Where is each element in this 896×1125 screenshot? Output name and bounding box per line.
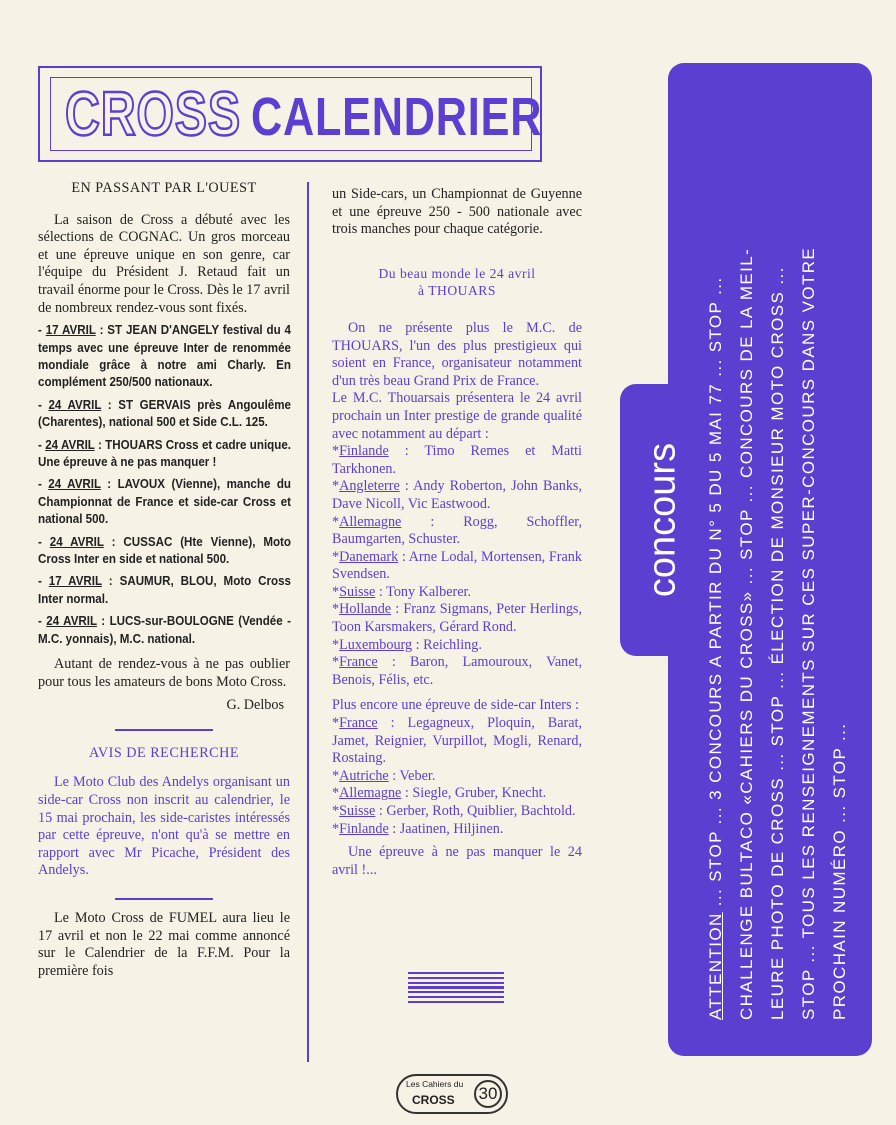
column-divider [307, 182, 309, 1062]
rider-entry [332, 443, 582, 478]
asterisk: * [332, 654, 340, 671]
concours-announcement [700, 60, 855, 1020]
event-dash: - [38, 477, 49, 492]
right-column [332, 186, 582, 879]
title-banner [38, 66, 542, 162]
asterisk: * [332, 478, 340, 495]
divider-rule [115, 898, 213, 900]
event-list [38, 322, 290, 648]
rider-entry [332, 803, 582, 821]
event-item [38, 476, 291, 528]
asterisk: * [332, 583, 340, 600]
event-description: : THOUARS Cross et cadre unique. Une épreuve à ne pas manquer ! [38, 437, 291, 469]
avis-paragraph: Le Moto Club des Andelys organisant un side-car Cross non inscrit au calendrier, le 15 mai prochain, les side-caristes intéressés par cette épreuve, n'ont qu'à se mettre en rapport avec Mr Picache, Président des Andelys. [38, 774, 290, 879]
event-date: 17 AVRIL [45, 323, 96, 338]
country-name: Angleterre [339, 478, 400, 495]
asterisk: * [332, 513, 340, 530]
country-name: Luxembourg [339, 636, 413, 653]
event-date: 24 AVRIL [45, 437, 95, 452]
country-name: Allemagne [339, 785, 402, 802]
announcement-line-2: CHALLENGE BULTACO «CAHIERS DU CROSS» ... STOP ... CONCOURS DE LA MEIL- [737, 247, 756, 1020]
event-dash: - [38, 614, 47, 629]
country-name: Finlande [339, 820, 389, 837]
rider-entry [332, 785, 582, 803]
badge-subtitle: Les Cahiers du [406, 1079, 464, 1089]
closing-paragraph: Autant de rendez-vous à ne pas oublier pour tous les amateurs de bons Moto Cross. [38, 656, 290, 690]
event-item [38, 322, 291, 392]
badge-title: CROSS [412, 1093, 455, 1107]
event-description: : SAUMUR, BLOU, Moto Cross Inter normal. [38, 574, 291, 606]
event-dash: - [38, 397, 49, 412]
event-date: 17 AVRIL [48, 574, 102, 589]
country-name: Allemagne [339, 513, 402, 530]
event-dash: - [38, 323, 46, 338]
asterisk: * [332, 443, 340, 460]
title-cross: CROSS [65, 80, 241, 149]
country-name: Autriche [339, 767, 389, 784]
country-name: Hollande [339, 601, 392, 618]
rider-entry [332, 637, 582, 655]
rider-names: : Andy Roberton, John Banks, Dave Nicoll, Vic Eastwood. [332, 478, 582, 512]
country-name: Suisse [339, 803, 376, 819]
rider-names: : Franz Sigmans, Peter Herlings, Toon Karsmakers, Gérard Rond. [332, 601, 582, 636]
page-number: 30 [474, 1080, 502, 1108]
fumel-paragraph: Le Moto Cross de FUMEL aura lieu le 17 avril et non le 22 mai comme annoncé sur le Calendrier de la F.F.M. Pour la première fois [38, 910, 290, 979]
event-description: : ST GERVAIS près Angoulême (Charentes), national 500 et Side C.L. 125. [38, 397, 291, 430]
event-item [38, 397, 291, 432]
rider-names: : Arne Lodal, Mortensen, Frank Svendsen. [332, 548, 582, 583]
asterisk: * [332, 601, 340, 618]
sidecar-riders-list [332, 715, 582, 838]
section-title-avis: AVIS DE RECHERCHE [88, 744, 240, 761]
event-date: 24 AVRIL [46, 614, 97, 629]
event-description: : ST JEAN D'ANGELY festival du 4 temps avec une épreuve Inter de renommée mondiale grâce à notre ami Charly. En complément 250/500 nationaux. [38, 323, 291, 390]
thouars-intro2: Le M.C. Thouarsais présentera le 24 avril prochain un Inter prestige de grande qualité avec notamment au départ : [332, 390, 582, 442]
sidecar-intro: Plus encore une épreuve de side-car Inters : [332, 697, 579, 714]
event-description: : LUCS-sur-BOULOGNE (Vendée - M.C. yonnais), M.C. national. [38, 614, 291, 646]
event-item [38, 573, 291, 608]
event-dash: - [38, 534, 50, 549]
rider-entry [332, 514, 582, 549]
rider-names: : Baron, Lamouroux, Vanet, Benois, Félis, etc. [332, 654, 582, 688]
concours-tab-label: concours [641, 442, 684, 598]
asterisk: * [332, 785, 340, 802]
announcement-line-1-rest: ... STOP ... 3 CONCOURS A PARTIR DU N° 5 DU 5 MAI 77 ... STOP ... [706, 276, 725, 913]
rider-names: : Tony Kalberer. [375, 583, 472, 600]
attention-word: ATTENTION [706, 912, 725, 1020]
country-name: France [339, 715, 378, 732]
announcement-line-3: LEURE PHOTO DE CROSS ... STOP ... ÉLECTION DE MONSIEUR MOTO CROSS ... [768, 266, 787, 1020]
event-description: : CUSSAC (Hte Vienne), Moto Cross Inter en side et national 500. [38, 534, 291, 567]
thouars-title-line1: Du beau monde le 24 avril [378, 265, 536, 281]
title-banner-inner-frame [50, 77, 543, 151]
section-title-ouest: EN PASSANT PAR L'OUEST [71, 180, 257, 196]
signature: G. Delbos [226, 697, 284, 714]
thouars-intro: On ne présente plus le M.C. de THOUARS, l'un des plus prestigieux qui soient en France, organisateur notamment d'un très beau Grand Prix de France. [332, 319, 582, 389]
asterisk: * [332, 715, 340, 732]
rider-names: : Jaatinen, Hiljinen. [388, 820, 504, 837]
event-item [38, 613, 291, 648]
event-dash: - [38, 437, 46, 452]
divider-rule [115, 729, 213, 731]
continued-paragraph: un Side-cars, un Championnat de Guyenne et une épreuve 250 - 500 nationale avec trois manches pour chaque catégorie. [332, 186, 582, 238]
rider-entry [332, 584, 582, 602]
thouars-title-line2: à THOUARS [418, 283, 496, 299]
event-dash: - [38, 574, 49, 589]
asterisk: * [332, 820, 340, 837]
rider-entry [332, 768, 582, 786]
announcement-line-4: STOP ... TOUS LES RENSEIGNEMENTS SUR CES SUPER-CONCOURS DANS VOTRE [799, 246, 818, 1020]
event-description: : LAVOUX (Vienne), manche du Championnat de France et side-car Cross et national 500. [38, 477, 291, 527]
country-name: Finlande [339, 443, 389, 460]
country-name: Suisse [339, 583, 376, 600]
left-column [38, 180, 290, 980]
rider-entry [332, 821, 582, 839]
final-paragraph: Une épreuve à ne pas manquer le 24 avril !... [332, 844, 582, 878]
title-calendrier: CALENDRIER [251, 87, 543, 147]
event-date: 24 AVRIL [49, 534, 104, 549]
rider-names: : Timo Remes et Matti Tarkhonen. [332, 443, 582, 477]
announcement-line-1 [700, 60, 731, 1020]
event-date: 24 AVRIL [48, 477, 101, 492]
rider-names: : Siegle, Gruber, Knecht. [401, 785, 547, 802]
rider-names: : Veber. [388, 767, 436, 784]
rider-entry [332, 654, 582, 689]
magazine-badge [396, 1074, 508, 1114]
event-item [38, 437, 291, 472]
asterisk: * [332, 548, 340, 565]
rider-names: : Rogg, Schoffler, Baumgarten, Schuster. [332, 513, 582, 548]
country-name: Danemark [339, 548, 399, 565]
rider-entry [332, 601, 582, 636]
rider-entry [332, 549, 582, 584]
thouars-title [332, 265, 582, 300]
announcement-line-5: PROCHAIN NUMÉRO ... STOP ... [830, 722, 849, 1020]
event-item [38, 534, 291, 569]
solo-riders-list [332, 443, 582, 689]
rider-names: : Gerber, Roth, Quiblier, Bachtold. [375, 803, 576, 819]
decorative-stripes [408, 972, 504, 1006]
rider-entry [332, 715, 582, 768]
rider-names: : Reichling. [412, 636, 482, 653]
rider-entry [332, 478, 582, 513]
intro-paragraph: La saison de Cross a débuté avec les sélections de COGNAC. Un gros morceau et une épreuve unique en son genre, car l'équipe du Président J. Retaud fait un travail énorme pour le Cross. Dès le 17 avril de nombreux rendez-vous sont fixés. [38, 211, 290, 316]
asterisk: * [332, 636, 340, 653]
asterisk: * [332, 803, 340, 819]
concours-tab-label-box [628, 384, 698, 656]
rider-names: : Legagneux, Ploquin, Barat, Jamet, Reignier, Vurpillot, Mogli, Renard, Rostaing. [332, 715, 582, 767]
event-date: 24 AVRIL [48, 397, 102, 412]
asterisk: * [332, 767, 340, 784]
country-name: France [339, 654, 378, 671]
